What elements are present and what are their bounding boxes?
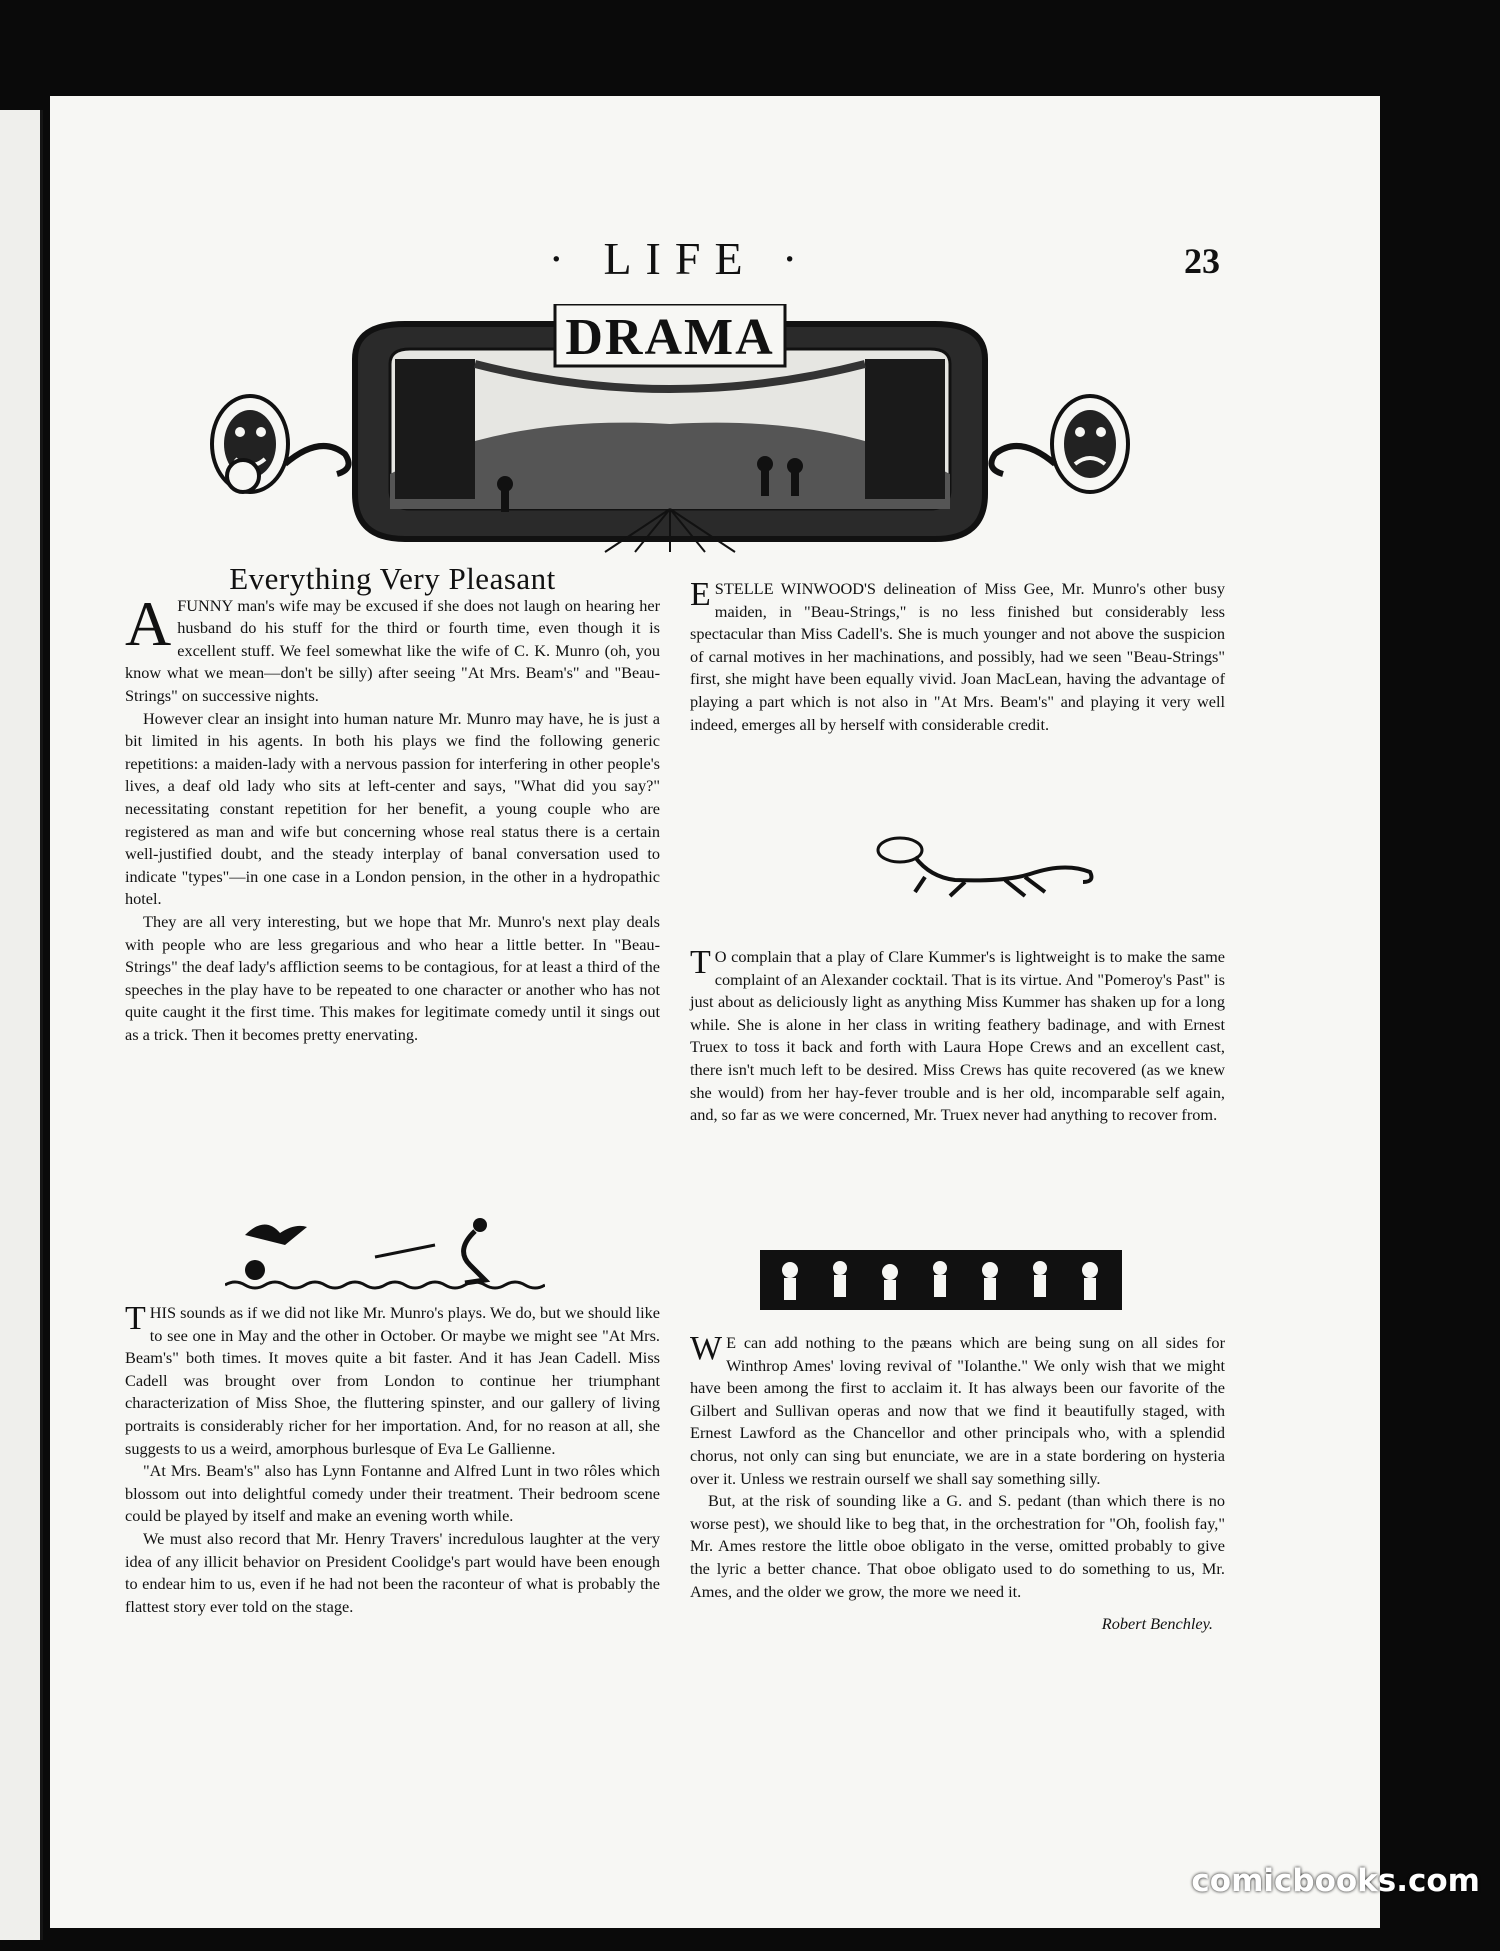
paragraph: T O complain that a play of Clare Kummer's is lightweight is to make the same complaint of an Alexander cocktail. That is its virtue. And "Pomeroy's Past" is just about as deliciously light as anything Miss Kummer has shaken up for a long while. She is alone in her class in writing feathery badinage, and with Ernest Truex to toss it back and forth with Laura Hope Crews and an excellent cast, there isn't much left to be desired. Miss Crews has quite recovered (as we knew she would) from her hay-fever trouble and is her old, incomparable self again, and, so far as we were concerned, Mr. Truex never had anything to recover from. [690,944,1225,1125]
page-number: 23 [1184,241,1220,281]
paragraph: However clear an insight into human nature Mr. Munro may have, he is just a bit limited in his agents. In both his plays we find the following generic repetitions: a maiden-lady with a nervous passion for interfering in other people's lives, a deaf old lady who sits at left-center and says, "What did you say?" necessitating constant repetition for her benefit, a young couple who are registered as man and wife but concerning whose real status there is a certain well-justified doubt, and the steady interplay of banal conversation used to indicate "types"—in one case in a London pension, in the other in a hydropathic hotel. [125,708,660,909]
drop-cap: W [690,1330,723,1367]
article-heading: Everything Very Pleasant [229,561,556,596]
masthead: · LIFE · [548,233,812,284]
paragraph: AFUNNY man's wife may be excused if she does not laugh on hearing her husband do his stuff for the third or fourth time, even though it is excellent stuff. We feel somewhat like the wife of C. K. Munro (oh, you know what we mean—don't be silly) after seeing "At Mrs. Beam's" and "Beau-Strings" on successive nights. [125,587,660,705]
dancers-frieze-illustration [760,1250,1122,1310]
drop-cap: A [125,587,172,659]
watermark: comicbooks.com [1191,1863,1480,1899]
paragraph: W E can add nothing to the pæans which are being sung on all sides for Winthrop Ames' loving revival of "Iolanthe." We only wish that we might have been among the first to acclaim it. It has always been our favorite of the Gilbert and Sullivan operas and now that we find it beautifully staged, with Ernest Lawford as the Chancellor and other principals who, with a splendid chorus, not only can sing but enunciate, we are in a state bordering on hysteria over it. Unless we restrain ourself we shall say something silly. [690,1330,1225,1488]
adjacent-page-edge [0,110,43,1940]
bird-icon [245,1224,307,1245]
tragedy-mask-icon [1052,396,1128,492]
paragraph: They are all very interesting, but we hope that Mr. Munro's next play deals with people who are less gregarious and who hear a little better. In "Beau-Strings" the deaf lady's affliction seems to be contagious, for at least a third of the speeches in the play have to be repeated to one character or another who has not quite caught it the first time. This makes for legitimate comedy until it sings out as a trick. Then it becomes pretty enervating. [125,911,660,1044]
drama-banner [205,304,1135,554]
banner-title: DRAMA [565,309,775,366]
drop-cap: T [690,944,711,981]
right-column-middle [690,946,1225,1127]
left-column-bottom [125,1302,660,1618]
horse-illustration [855,832,1105,902]
paragraph: THIS sounds as if we did not like Mr. Munro's plays. We do, but we should like to see one in May and the other in October. Or maybe we might see "At Mrs. Beam's" both times. It moves quite a bit faster. And it has Jean Cadell. Miss Cadell was brought over from London to continue her triumphant characterization of Miss Shoe, the fluttering spinster, and our gallery of living portraits is considerably richer for her importation. And, for no reason at all, she suggests to us a weird, amorphous burlesque of Eva Le Gallienne. [125,1300,660,1458]
right-column-top [690,578,1225,736]
paragraph: "At Mrs. Beam's" also has Lynn Fontanne and Alfred Lunt in two rôles which blossom out into delightful comedy under their treatment. Their bedroom scene could be played by itself and make an evening worth while. [125,1461,660,1526]
right-column-bottom [690,1332,1225,1636]
bird-and-figure-illustration [225,1205,545,1295]
drop-cap: E [690,576,711,613]
author-signature: Robert Benchley. [1101,1614,1213,1634]
comedy-mask-icon [212,396,288,492]
figure-icon [464,1231,485,1283]
paragraph: We must also record that Mr. Henry Travers' incredulous laughter at the very idea of any illicit behavior on President Coolidge's part would have been enough to endear him to us, even if he had not been the raconteur of what is probably the flattest story ever told on the stage. [125,1528,660,1616]
left-column-top [125,561,660,1046]
paragraph: But, at the risk of sounding like a G. and S. pedant (than which there is no worse pest), we should like to beg that, in the orchestration for "Oh, foolish fay," Mr. Ames restore the little oboe obligato in the verse, omitted probably to give the lyric a better chance. That oboe obligato used to do something to us, Mr. Ames, and the older we grow, the more we need it. [690,1491,1225,1601]
drop-cap: T [125,1300,146,1337]
paragraph: ESTELLE WINWOOD'S delineation of Miss Gee, Mr. Munro's other busy maiden, in "Beau-Strings," is no less finished but considerably less spectacular than Miss Cadell's. She is much younger and not above the suspicion of carnal motives in her machinations, and possibly, had we seen "Beau-Strings" first, she might have been equally vivid. Joan MacLean, having the advantage of playing a part which is not also in "At Mrs. Beam's" and playing it very well indeed, emerges all by herself with considerable credit. [690,576,1225,734]
